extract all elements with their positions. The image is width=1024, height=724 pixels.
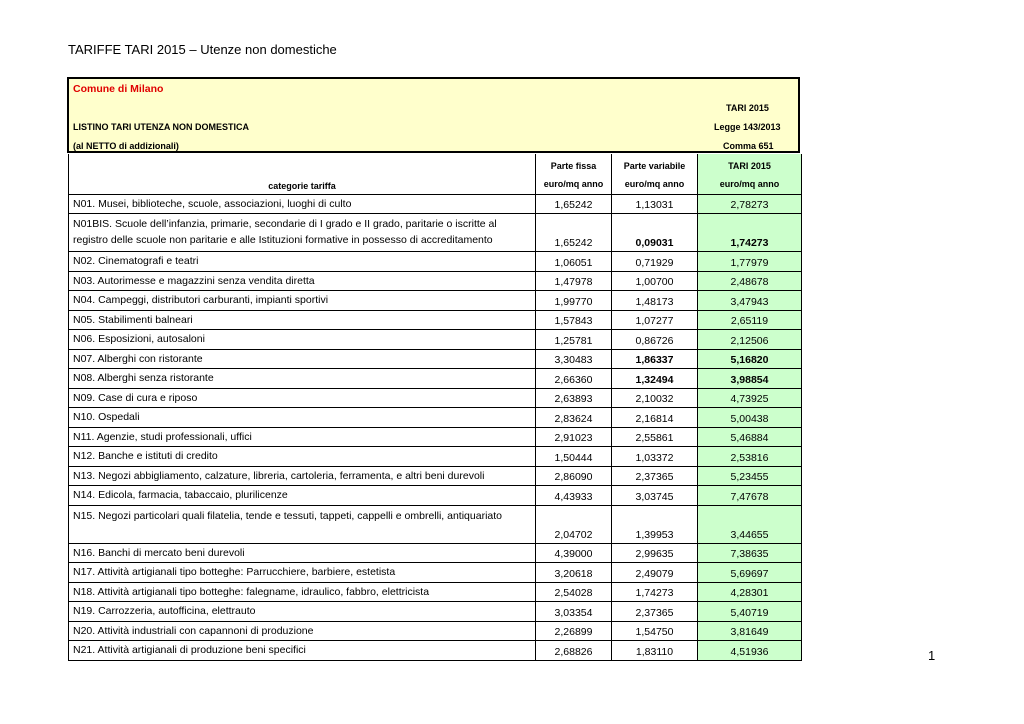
category-cell: N10. Ospedali (69, 408, 536, 428)
total-cell: 2,65119 (698, 310, 802, 330)
variable-cell: 2,37365 (612, 466, 698, 486)
category-cell: N02. Cinematografi e teatri (69, 252, 536, 272)
variable-cell: 2,10032 (612, 388, 698, 408)
table-row (69, 330, 802, 350)
category-cell: N05. Stabilimenti balneari (69, 310, 536, 330)
tari-year-label: TARI 2015 (726, 103, 769, 113)
fixed-cell: 2,86090 (536, 466, 612, 486)
total-cell: 2,78273 (698, 194, 802, 214)
fixed-cell: 2,68826 (536, 641, 612, 661)
variable-cell: 1,86337 (612, 349, 698, 369)
fixed-cell: 1,50444 (536, 447, 612, 467)
table-row (69, 505, 802, 543)
table-row (69, 543, 802, 563)
variable-cell: 1,48173 (612, 291, 698, 311)
header-fixed-label: Parte fissa (550, 160, 597, 171)
category-cell: N16. Banchi di mercato beni durevoli (69, 543, 536, 563)
total-cell: 5,16820 (698, 349, 802, 369)
table-row (69, 641, 802, 661)
variable-cell: 1,74273 (612, 582, 698, 602)
table-row (69, 563, 802, 583)
header-variable (612, 154, 698, 194)
category-cell: N03. Autorimesse e magazzini senza vendita diretta (69, 271, 536, 291)
fixed-cell: 2,26899 (536, 621, 612, 641)
table-row (69, 388, 802, 408)
total-cell: 4,73925 (698, 388, 802, 408)
total-cell: 5,00438 (698, 408, 802, 428)
variable-cell: 0,86726 (612, 330, 698, 350)
fixed-cell: 2,66360 (536, 369, 612, 389)
fixed-cell: 2,54028 (536, 582, 612, 602)
fixed-cell: 3,20618 (536, 563, 612, 583)
total-cell: 1,77979 (698, 252, 802, 272)
fixed-cell: 1,47978 (536, 271, 612, 291)
variable-cell: 2,37365 (612, 602, 698, 622)
table-row (69, 427, 802, 447)
fixed-cell: 2,91023 (536, 427, 612, 447)
fixed-cell: 1,25781 (536, 330, 612, 350)
total-cell: 5,69697 (698, 563, 802, 583)
variable-cell: 3,03745 (612, 486, 698, 506)
fixed-cell: 1,06051 (536, 252, 612, 272)
listino-label: LISTINO TARI UTENZA NON DOMESTICA (73, 122, 249, 132)
header-variable-unit: euro/mq anno (624, 178, 685, 189)
variable-cell: 1,03372 (612, 447, 698, 467)
total-cell: 2,48678 (698, 271, 802, 291)
variable-cell: 1,54750 (612, 621, 698, 641)
category-cell: N17. Attività artigianali tipo botteghe: Parrucchiere, barbiere, estetista (69, 563, 536, 583)
category-cell: N18. Attività artigianali tipo botteghe: falegname, idraulico, fabbro, elettricista (69, 582, 536, 602)
total-cell: 5,40719 (698, 602, 802, 622)
table-row (69, 602, 802, 622)
fixed-cell: 2,83624 (536, 408, 612, 428)
total-cell: 3,81649 (698, 621, 802, 641)
fixed-cell: 3,30483 (536, 349, 612, 369)
total-cell: 2,53816 (698, 447, 802, 467)
table-row (69, 214, 802, 252)
table-row (69, 271, 802, 291)
category-cell: N04. Campeggi, distributori carburanti, impianti sportivi (69, 291, 536, 311)
law-label: Legge 143/2013 (714, 122, 781, 132)
header-fixed-unit: euro/mq anno (543, 178, 604, 189)
category-cell: N13. Negozi abbigliamento, calzature, libreria, cartoleria, ferramenta, e altri beni durevoli (69, 466, 536, 486)
municipality-name: Comune di Milano (73, 83, 164, 95)
category-cell: N21. Attività artigianali di produzione beni specifici (69, 641, 536, 661)
total-cell: 4,28301 (698, 582, 802, 602)
category-cell: N14. Edicola, farmacia, tabaccaio, plurilicenze (69, 486, 536, 506)
table-row (69, 466, 802, 486)
total-cell: 3,47943 (698, 291, 802, 311)
fixed-cell: 1,57843 (536, 310, 612, 330)
table-row (69, 194, 802, 214)
table-row (69, 486, 802, 506)
variable-cell: 1,32494 (612, 369, 698, 389)
header-category: categorie tariffa (69, 154, 536, 194)
variable-cell: 0,09031 (612, 214, 698, 252)
comma-label: Comma 651 (723, 141, 774, 151)
table-row (69, 582, 802, 602)
table-row (69, 621, 802, 641)
tariff-table-body (69, 154, 802, 660)
category-cell: N11. Agenzie, studi professionali, uffici (69, 427, 536, 447)
total-cell: 3,44655 (698, 505, 802, 543)
table-row (69, 408, 802, 428)
variable-cell: 1,13031 (612, 194, 698, 214)
total-cell: 4,51936 (698, 641, 802, 661)
variable-cell: 1,83110 (612, 641, 698, 661)
table-row (69, 447, 802, 467)
fixed-cell: 2,63893 (536, 388, 612, 408)
fixed-cell: 1,65242 (536, 194, 612, 214)
category-cell: N08. Alberghi senza ristorante (69, 369, 536, 389)
tariff-table (68, 154, 802, 661)
category-cell: N06. Esposizioni, autosaloni (69, 330, 536, 350)
variable-cell: 1,07277 (612, 310, 698, 330)
category-cell: N01. Musei, biblioteche, scuole, associazioni, luoghi di culto (69, 194, 536, 214)
fixed-cell: 3,03354 (536, 602, 612, 622)
category-cell: N19. Carrozzeria, autofficina, elettrauto (69, 602, 536, 622)
variable-cell: 2,55861 (612, 427, 698, 447)
category-cell: N15. Negozi particolari quali filatelia, tende e tessuti, tappeti, cappelli e ombrelli, antiquariato (69, 505, 536, 543)
page-number: 1 (928, 648, 936, 663)
variable-cell: 0,71929 (612, 252, 698, 272)
fixed-cell: 2,04702 (536, 505, 612, 543)
category-cell: N20. Attività industriali con capannoni di produzione (69, 621, 536, 641)
table-row (69, 310, 802, 330)
category-cell: N01BIS. Scuole dell’infanzia, primarie, secondarie di I grado e II grado, paritarie o iscritte al registro delle scuole non paritarie e alle Istituzioni formative in possesso di accreditamento (69, 214, 536, 252)
table-header-row (69, 154, 802, 194)
category-cell: N09. Case di cura e riposo (69, 388, 536, 408)
total-cell: 7,38635 (698, 543, 802, 563)
variable-cell: 1,00700 (612, 271, 698, 291)
table-row (69, 291, 802, 311)
fixed-cell: 4,39000 (536, 543, 612, 563)
variable-cell: 2,16814 (612, 408, 698, 428)
page-title: TARIFFE TARI 2015 – Utenze non domestiche (68, 42, 337, 57)
category-cell: N07. Alberghi con ristorante (69, 349, 536, 369)
header-box (67, 77, 800, 153)
category-cell: N12. Banche e istituti di credito (69, 447, 536, 467)
fixed-cell: 4,43933 (536, 486, 612, 506)
total-cell: 1,74273 (698, 214, 802, 252)
variable-cell: 1,39953 (612, 505, 698, 543)
netto-label: (al NETTO di addizionali) (73, 141, 179, 151)
fixed-cell: 1,99770 (536, 291, 612, 311)
header-fixed (536, 154, 612, 194)
header-variable-label: Parte variabile (623, 160, 686, 171)
variable-cell: 2,99635 (612, 543, 698, 563)
table-row (69, 252, 802, 272)
header-total-label: TARI 2015 (728, 160, 771, 171)
total-cell: 5,46884 (698, 427, 802, 447)
variable-cell: 2,49079 (612, 563, 698, 583)
header-total-unit: euro/mq anno (719, 178, 780, 189)
total-cell: 5,23455 (698, 466, 802, 486)
header-total (698, 154, 802, 194)
total-cell: 3,98854 (698, 369, 802, 389)
table-row (69, 349, 802, 369)
fixed-cell: 1,65242 (536, 214, 612, 252)
total-cell: 2,12506 (698, 330, 802, 350)
total-cell: 7,47678 (698, 486, 802, 506)
table-row (69, 369, 802, 389)
